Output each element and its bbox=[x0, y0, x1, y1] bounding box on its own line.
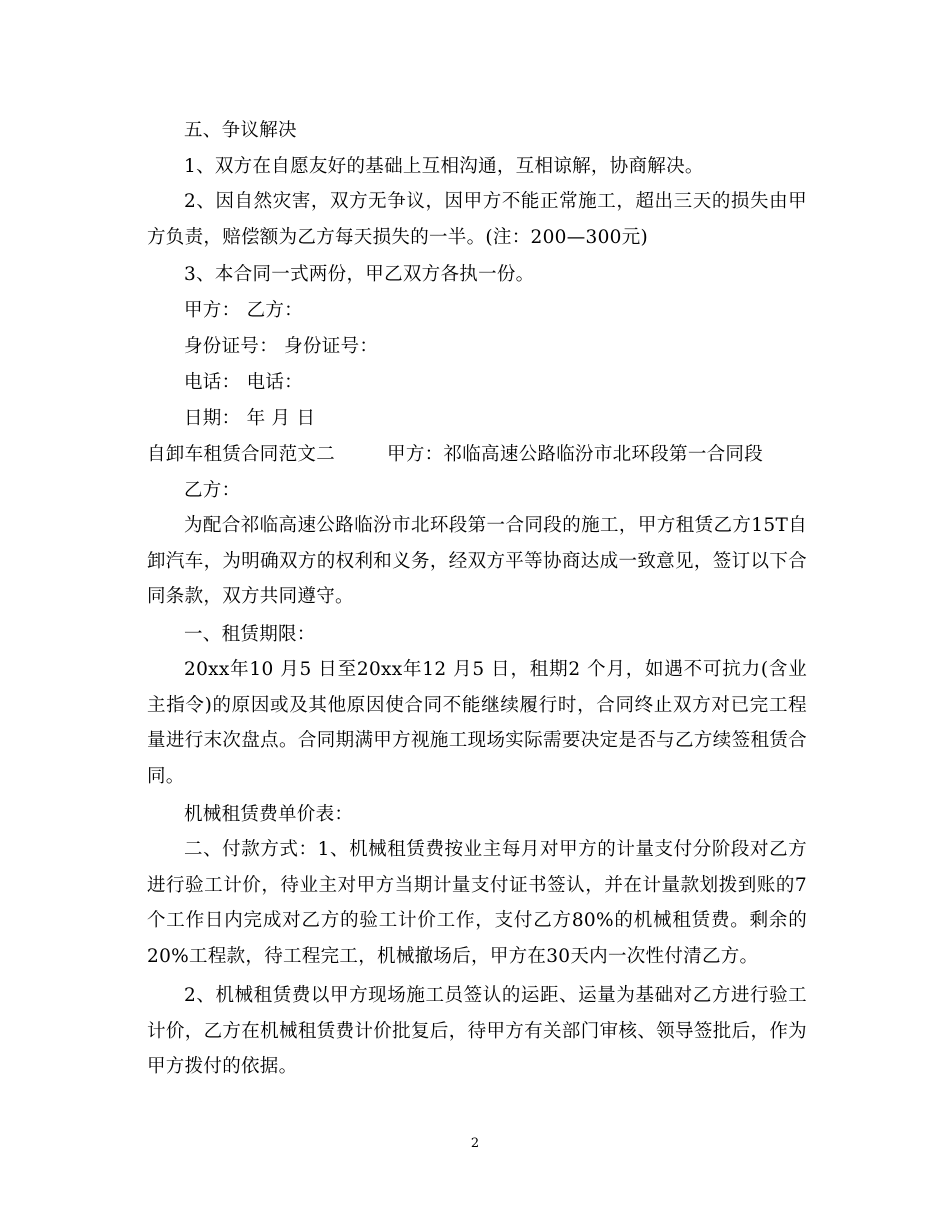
payment-clause-1: 二、付款方式：1、机械租赁费按业主每月对甲方的计量支付分阶段对乙方进行验工计价，待业主对甲方当期计量支付证书签认，并在计量款划拨到账的7个工作日内完成对乙方的验工计价工作，支付乙方80%的机械租赁费。剩余的20%工程款，待工程完工，机械撤场后，甲方在30天内一次性付清乙方。 bbox=[147, 839, 807, 967]
signature-id-line: 身份证号： 身份证号： bbox=[184, 336, 379, 357]
sample2-party-a: 甲方：祁临高速公路临汾市北环段第一合同段 bbox=[387, 444, 764, 465]
signature-date-line: 日期： 年 月 日 bbox=[184, 408, 316, 429]
sample2-title: 自卸车租赁合同范文二 bbox=[147, 444, 336, 465]
term-heading: 一、租赁期限： bbox=[184, 624, 316, 645]
intro-paragraph: 为配合祁临高速公路临汾市北环段第一合同段的施工，甲方租赁乙方15T自卸汽车，为明确双方的权利和义务，经双方平等协商达成一致意见，签订以下合同条款，双方共同遵守。 bbox=[147, 515, 807, 607]
signature-party-line: 甲方： 乙方： bbox=[184, 300, 303, 321]
price-table-heading: 机械租赁费单价表： bbox=[184, 804, 354, 825]
payment-clause-2: 2、机械租赁费以甲方现场施工员签认的运距、运量为基础对乙方进行验工计价，乙方在机械租赁费计价批复后，待甲方有关部门审核、领导签批后，作为甲方拨付的依据。 bbox=[147, 985, 807, 1077]
signature-phone-line: 电话： 电话： bbox=[184, 372, 303, 393]
clause-2: 2、因自然灾害，双方无争议，因甲方不能正常施工，超出三天的损失由甲方负责，赔偿额为乙方每天损失的一半。(注：200—300元) bbox=[147, 191, 807, 248]
sample2-party-b: 乙方： bbox=[184, 480, 241, 501]
section5-heading: 五、争议解决 bbox=[184, 120, 297, 141]
clause-1: 1、双方在自愿友好的基础上互相沟通，互相谅解，协商解决。 bbox=[184, 156, 704, 177]
page-number: 2 bbox=[470, 1136, 480, 1151]
clause-3: 3、本合同一式两份，甲乙双方各执一份。 bbox=[184, 264, 535, 285]
term-paragraph: 20xx年10 月5 日至20xx年12 月5 日，租期2 个月，如遇不可抗力(含业主指令)的原因或及其他原因使合同不能继续履行时，合同终止双方对已完工程量进行末次盘点。合同期满甲方视施工现场实际需要决定是否与乙方续签租赁合同。 bbox=[147, 659, 807, 787]
sample2-title-row bbox=[147, 443, 763, 467]
